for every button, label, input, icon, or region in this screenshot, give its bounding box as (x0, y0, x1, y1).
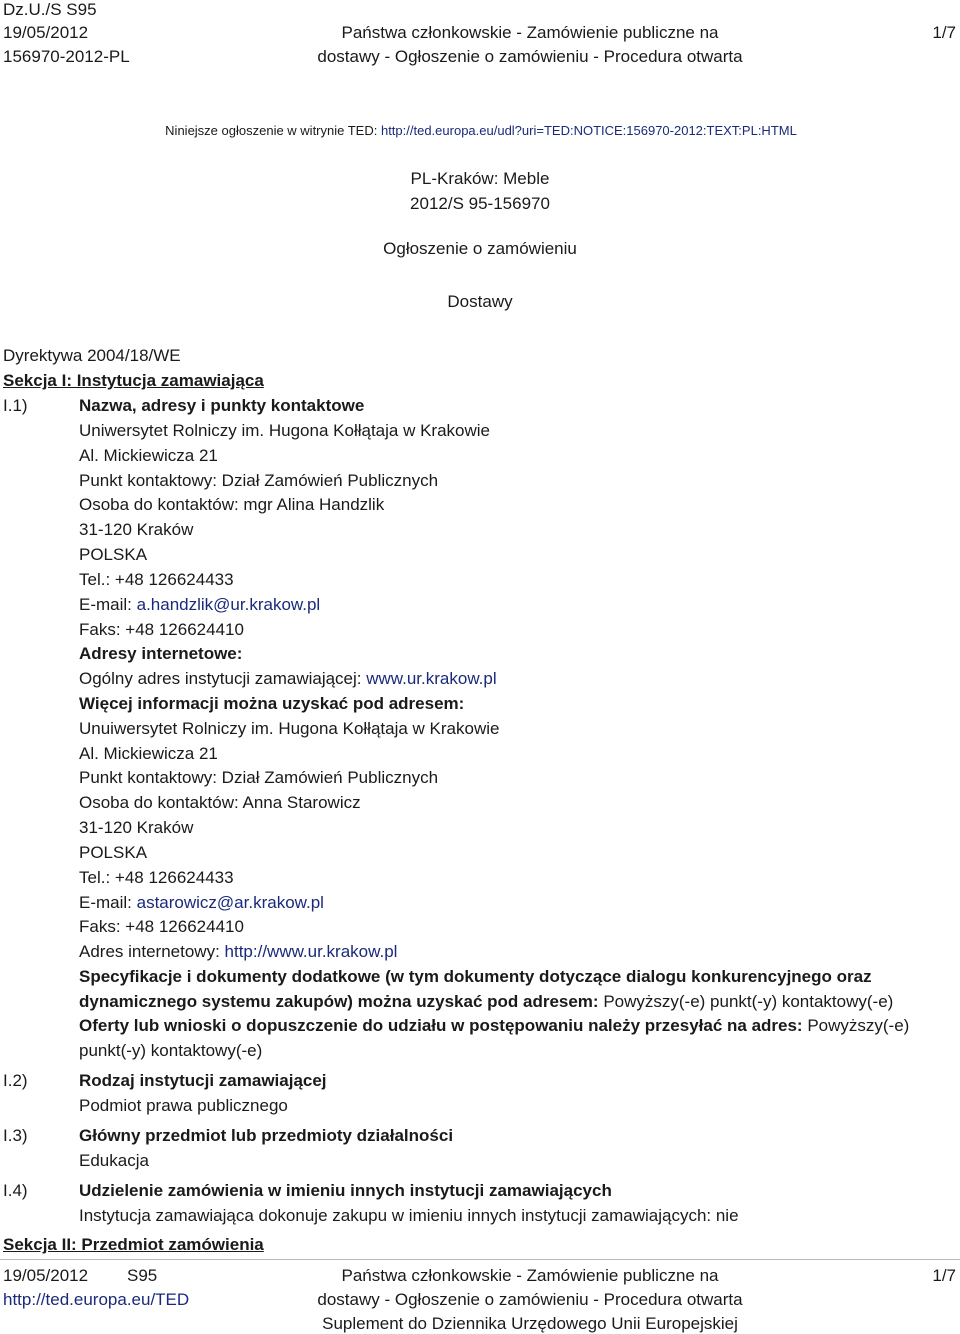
i1-internet-heading: Adresy internetowe: (79, 644, 243, 663)
i1-more-contact-point: Punkt kontaktowy: Dział Zamówień Publicznych (79, 768, 439, 787)
header-doc-id: Dz.U./S S95 (3, 0, 97, 19)
i1-tel: Tel.: +48 126624433 (79, 570, 234, 589)
i2-value: Podmiot prawa publicznego (79, 1096, 288, 1115)
i3-heading: Główny przedmiot lub przedmioty działalności (79, 1126, 454, 1145)
i4-value: Instytucja zamawiająca dokonuje zakupu w imieniu innych instytucji zamawiających: nie (79, 1206, 739, 1225)
header-notice-id: 156970-2012-PL (3, 47, 130, 66)
i4-heading: Udzielenie zamówienia w imieniu innych instytucji zamawiających (79, 1181, 612, 1200)
header-title-line1: Państwa członkowskie - Zamówienie publiczne na (341, 23, 719, 42)
footer-page: 1/7 (932, 1266, 956, 1285)
footer-series: S95 (127, 1266, 158, 1285)
i2-heading: Rodzaj instytucji zamawiającej (79, 1071, 327, 1090)
i1-number: I.1) (3, 396, 28, 415)
intro-url-link[interactable]: http://ted.europa.eu/udl?uri=TED:NOTICE:156970-2012:TEXT:PL:HTML (380, 123, 797, 138)
title-line2: 2012/S 95-156970 (410, 194, 550, 213)
i1-fax: Faks: +48 126624410 (79, 620, 244, 639)
i1-heading: Nazwa, adresy i punkty kontaktowe (79, 396, 365, 415)
footer-title-line3: Suplement do Dziennika Urzędowego Unii Europejskiej (322, 1314, 738, 1333)
i1-general-label: Ogólny adres instytucji zamawiającej: (79, 669, 367, 688)
i1-email-line (79, 592, 320, 617)
i1-more-web-line (79, 939, 397, 964)
i1-more-email-link[interactable]: astarowicz@ar.krakow.pl (136, 893, 324, 912)
i1-more-web-link[interactable]: http://www.ur.krakow.pl (224, 942, 398, 961)
i1-city: 31-120 Kraków (79, 520, 194, 539)
i1-spec-line1: Specyfikacje i dokumenty dodatkowe (w tym dokumenty dotyczące dialogu konkurencyjnego oraz (79, 967, 872, 986)
i1-offers-line1 (79, 1013, 909, 1038)
i1-general-url-link[interactable]: www.ur.krakow.pl (366, 669, 497, 688)
i1-more-web-label: Adres internetowy: (79, 942, 225, 961)
i1-offers-line2: punkt(-y) kontaktowy(-e) (79, 1041, 263, 1060)
header-page: 1/7 (932, 23, 956, 42)
i1-more-contact-person: Osoba do kontaktów: Anna Starowicz (79, 793, 361, 812)
i2-number: I.2) (3, 1071, 28, 1090)
footer-date: 19/05/2012 (3, 1266, 89, 1285)
intro-line (0, 123, 960, 138)
i1-more-fax: Faks: +48 126624410 (79, 917, 244, 936)
i1-country: POLSKA (79, 545, 148, 564)
footer-url-link[interactable]: http://ted.europa.eu/TED (3, 1290, 190, 1309)
section1-heading: Sekcja I: Instytucja zamawiająca (3, 371, 264, 390)
i1-general-url-line (79, 666, 497, 691)
i1-more-name: Unuiwersytet Rolniczy im. Hugona Kołłątaja w Krakowie (79, 719, 500, 738)
i1-contact-point: Punkt kontaktowy: Dział Zamówień Publicznych (79, 471, 439, 490)
directive: Dyrektywa 2004/18/WE (3, 346, 181, 365)
i4-number: I.4) (3, 1181, 28, 1200)
i1-spec-bold: dynamicznego systemu zakupów) można uzyskać pod adresem: (79, 992, 599, 1011)
title-line1: PL-Kraków: Meble (410, 169, 550, 188)
i1-spec-value: Powyższy(-e) punkt(-y) kontaktowy(-e) (598, 992, 894, 1011)
i1-more-email-label: E-mail: (79, 893, 137, 912)
i1-more-tel: Tel.: +48 126624433 (79, 868, 234, 887)
section2-heading: Sekcja II: Przedmiot zamówienia (3, 1235, 264, 1254)
footer-divider (0, 1259, 960, 1260)
i1-more-email-line (79, 890, 324, 915)
i1-more-street: Al. Mickiewicza 21 (79, 744, 218, 763)
i1-street: Al. Mickiewicza 21 (79, 446, 218, 465)
i1-more-city: 31-120 Kraków (79, 818, 194, 837)
footer-title-line2: dostawy - Ogłoszenie o zamówieniu - Procedura otwarta (317, 1290, 743, 1309)
i1-contact-person: Osoba do kontaktów: mgr Alina Handzlik (79, 495, 385, 514)
intro-text: Niniejsze ogłoszenie w witrynie TED: (165, 123, 381, 138)
title-line3: Ogłoszenie o zamówieniu (383, 239, 577, 258)
i1-email-label: E-mail: (79, 595, 137, 614)
header-title-line2: dostawy - Ogłoszenie o zamówieniu - Procedura otwarta (317, 47, 743, 66)
i1-email-link[interactable]: a.handzlik@ur.krakow.pl (136, 595, 321, 614)
i1-more-info-heading: Więcej informacji można uzyskać pod adresem: (79, 694, 465, 713)
title-line4: Dostawy (447, 292, 513, 311)
i1-spec-line2 (79, 989, 893, 1014)
header-date: 19/05/2012 (3, 23, 89, 42)
i3-number: I.3) (3, 1126, 28, 1145)
i1-more-country: POLSKA (79, 843, 148, 862)
i1-offers-value1: Powyższy(-e) (802, 1016, 910, 1035)
i1-offers-bold: Oferty lub wnioski o dopuszczenie do udziału w postępowaniu należy przesyłać na adres: (79, 1016, 803, 1035)
i1-name: Uniwersytet Rolniczy im. Hugona Kołłątaja w Krakowie (79, 421, 490, 440)
i3-value: Edukacja (79, 1151, 149, 1170)
footer-title-line1: Państwa członkowskie - Zamówienie publiczne na (341, 1266, 719, 1285)
